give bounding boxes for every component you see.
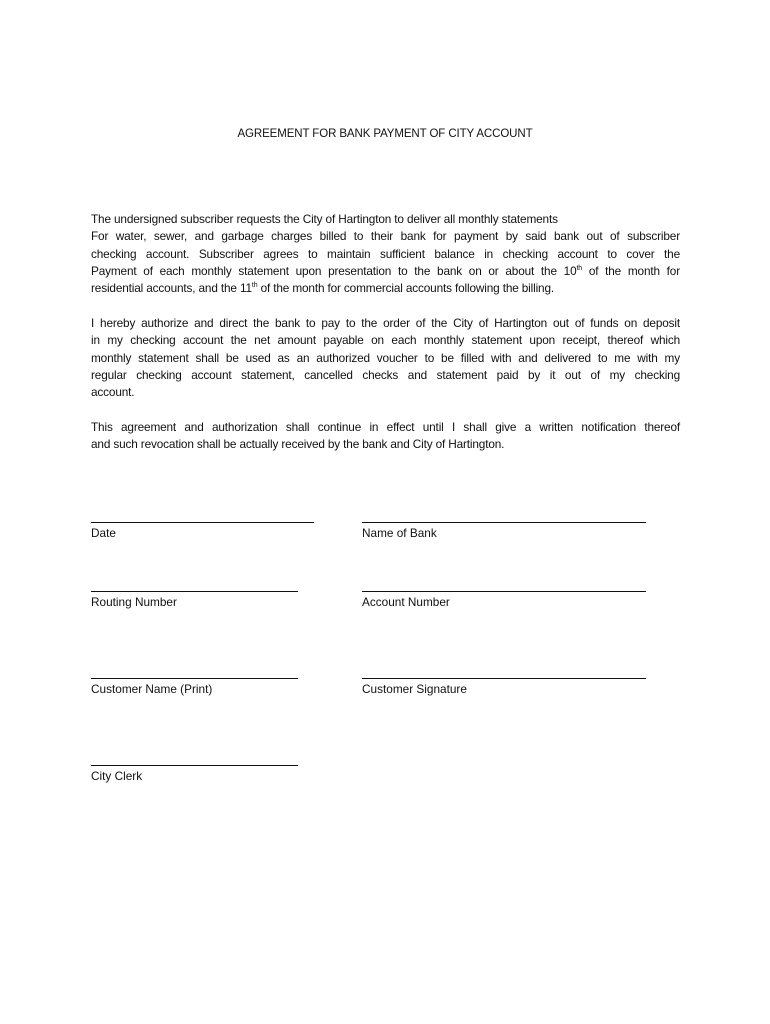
line-text: of the month for xyxy=(582,263,681,278)
customer-signature-line[interactable] xyxy=(362,666,646,679)
account-number-field[interactable] xyxy=(362,579,646,609)
date-label: Date xyxy=(91,526,116,540)
paragraph-continuation xyxy=(91,419,680,454)
paragraph-line: monthly statement shall be used as an authorized voucher to be filled with and delivered to me with my xyxy=(91,350,680,365)
customer-name-line[interactable] xyxy=(91,666,298,679)
line-text: residential accounts, and the 11 xyxy=(91,281,252,296)
paragraph-line: This agreement and authorization shall continue in effect until I shall give a written notification thereof xyxy=(91,420,680,434)
paragraph-line xyxy=(91,263,680,280)
paragraph-line: I hereby authorize and direct the bank to pay to the order of the City of Hartington out of funds on deposit xyxy=(91,316,680,330)
paragraph-line: checking account. Subscriber agrees to maintain sufficient balance in checking account to cover the xyxy=(91,246,680,261)
customer-signature-field[interactable] xyxy=(362,666,646,696)
paragraph-request xyxy=(91,211,680,297)
paragraph-line: The undersigned subscriber requests the City of Hartington to deliver all monthly statements xyxy=(91,212,558,226)
bank-name-field[interactable] xyxy=(362,510,646,540)
city-clerk-label: City Clerk xyxy=(91,769,143,783)
routing-number-field[interactable] xyxy=(91,579,298,609)
customer-name-label: Customer Name (Print) xyxy=(91,682,213,696)
line-text: Payment of each monthly statement upon presentation to the bank on or about the 10 xyxy=(91,263,577,278)
line-text: of the month for commercial accounts following the billing. xyxy=(257,281,555,296)
paragraph-line: and such revocation shall be actually received by the bank and City of Hartington. xyxy=(91,437,505,452)
customer-name-field[interactable] xyxy=(91,666,298,696)
bank-name-line[interactable] xyxy=(362,510,646,523)
date-line[interactable] xyxy=(91,510,314,523)
account-number-line[interactable] xyxy=(362,579,646,592)
ordinal-suffix: th xyxy=(576,264,583,272)
paragraph-line: in my checking account the net amount payable on each monthly statement upon receipt, thereof which xyxy=(91,333,680,348)
paragraph-line xyxy=(91,280,680,297)
ordinal-suffix: th xyxy=(251,282,258,290)
city-clerk-line[interactable] xyxy=(91,753,298,766)
date-field[interactable] xyxy=(91,510,314,540)
bank-name-label: Name of Bank xyxy=(362,526,437,540)
paragraph-line: regular checking account statement, cancelled checks and statement paid by it out of my checking xyxy=(91,367,680,382)
document-title: AGREEMENT FOR BANK PAYMENT OF CITY ACCOUNT xyxy=(237,128,533,140)
customer-signature-label: Customer Signature xyxy=(362,682,467,696)
routing-number-line[interactable] xyxy=(91,579,298,592)
account-number-label: Account Number xyxy=(362,595,450,609)
paragraph-authorization xyxy=(91,315,680,401)
routing-number-label: Routing Number xyxy=(91,595,177,609)
city-clerk-field[interactable] xyxy=(91,753,298,783)
paragraph-line: account. xyxy=(91,385,135,400)
paragraph-line: For water, sewer, and garbage charges billed to their bank for payment by said bank out of subscriber xyxy=(91,229,680,244)
